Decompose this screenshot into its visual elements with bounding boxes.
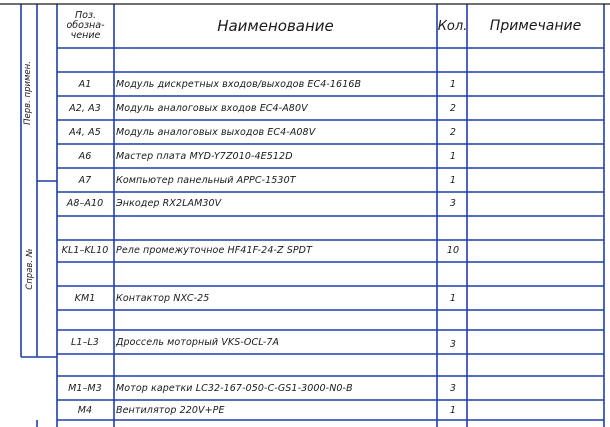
row-qty: 10 — [446, 245, 460, 256]
row-name: Мотор каретки LC32-167-050-C-GS1-3000-N0-B — [116, 383, 353, 394]
row-pos: A6 — [78, 151, 92, 162]
row-qty: 3 — [449, 198, 457, 209]
row-pos: A1 — [78, 79, 92, 90]
header-note-label: Примечание — [489, 18, 582, 34]
row-name: Модуль аналоговых выходов EC4-A08V — [116, 127, 316, 138]
side-label-sprav-no: Справ. № — [25, 248, 35, 290]
row-name: Контактор NXC-25 — [116, 293, 210, 304]
row-qty: 3 — [449, 383, 457, 394]
row-pos: A2, A3 — [69, 103, 101, 114]
row-pos: KL1–KL10 — [61, 245, 109, 256]
row-name: Вентилятор 220V+PE — [116, 405, 225, 416]
row-pos: M1–M3 — [68, 383, 102, 394]
row-qty: 1 — [449, 293, 457, 304]
row-name: Модуль аналоговых входов EC4-A80V — [116, 103, 308, 114]
row-name: Дроссель моторный VKS-OCL-7A — [116, 337, 280, 348]
row-pos: A8–A10 — [66, 198, 104, 209]
row-name: Модуль дискретных входов/выходов EC4-1616B — [116, 79, 362, 90]
header-pos-line-1: Поз. — [74, 10, 97, 22]
row-qty: 1 — [449, 405, 457, 416]
row-pos: L1–L3 — [71, 337, 99, 348]
row-qty: 3 — [449, 339, 457, 350]
row-name: Компьютер панельный APPC-1530T — [116, 175, 296, 186]
row-pos: KM1 — [74, 293, 96, 304]
row-pos: M4 — [77, 405, 93, 416]
row-qty: 2 — [449, 127, 457, 138]
row-name: Реле промежуточное HF41F-24-Z SPDT — [116, 245, 312, 256]
row-qty: 2 — [449, 103, 457, 114]
header-pos-label — [58, 5, 113, 47]
header-pos-line-2: обозна- — [66, 20, 105, 32]
row-qty: 1 — [449, 151, 457, 162]
row-qty: 1 — [449, 79, 457, 90]
row-name: Мастер плата MYD-Y7Z010-4E512D — [116, 151, 293, 162]
side-label-perv-primen: Перв. примен. — [23, 61, 33, 125]
header-qty-label: Кол. — [438, 18, 467, 34]
row-qty: 1 — [449, 175, 457, 186]
header-pos-line-3: чение — [70, 29, 101, 41]
header-name-label: Наименование — [217, 17, 334, 35]
row-pos: A7 — [78, 175, 92, 186]
row-name: Энкодер RX2LAM30V — [116, 198, 222, 209]
row-pos: A4, A5 — [69, 127, 101, 138]
